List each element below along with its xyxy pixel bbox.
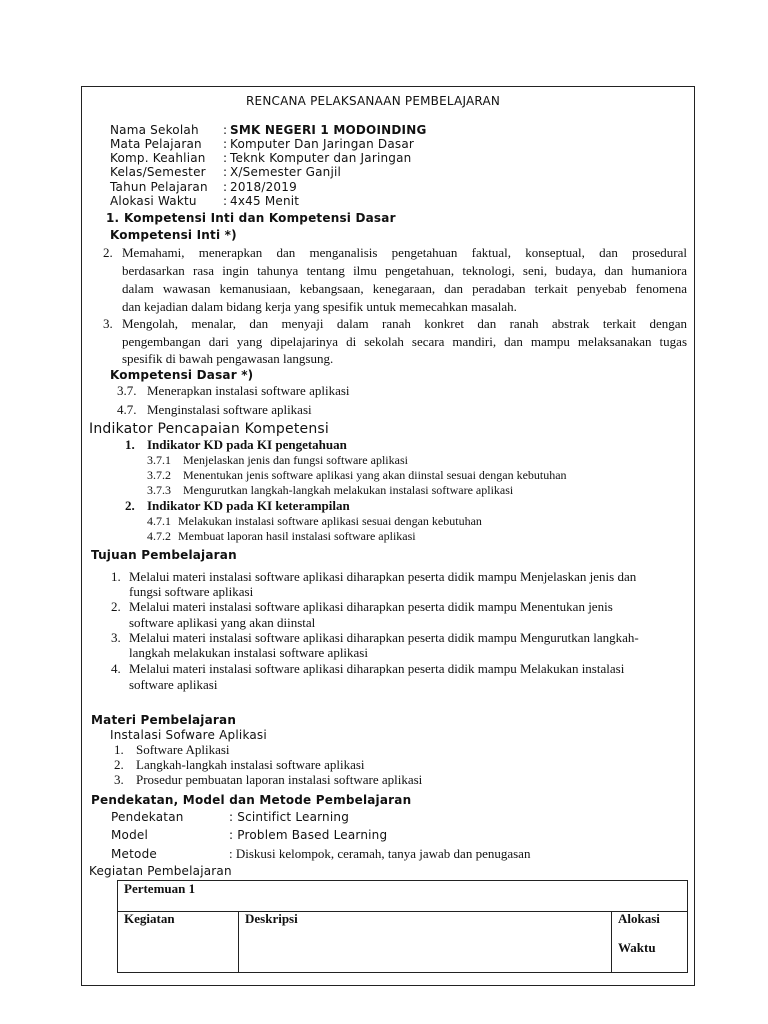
tujuan-number: 1. [111,569,121,584]
materi-number: 2. [114,757,124,772]
identity-separator: : [223,123,228,137]
indikator-item-text: Mengurutkan langkah-langkah melakukan instalasi software aplikasi [183,483,514,497]
identity-value: Teknk Komputer dan Jaringan [230,151,412,165]
tujuan-heading: Tujuan Pembelajaran [91,548,237,562]
table-column-divider [611,911,612,972]
identity-value: 2018/2019 [230,180,297,194]
pendekatan-label: Pendekatan [111,810,184,824]
identity-value: X/Semester Ganjil [230,165,342,179]
indikator-group-title: Indikator KD pada KI pengetahuan [147,437,347,452]
identity-label: Kelas/Semester [110,165,206,179]
identity-label: Nama Sekolah [110,123,199,137]
materi-subheading: Instalasi Sofware Aplikasi [110,728,267,742]
ki-heading: Kompetensi Inti *) [110,228,237,242]
pendekatan-heading: Pendekatan, Model dan Metode Pembelajaran [91,793,412,807]
identity-value: 4x45 Menit [230,194,300,208]
indikator-group-number: 1. [125,437,135,452]
table-header-waktu: Waktu [618,940,656,955]
section-heading: Kompetensi Inti dan Kompetensi Dasar [124,211,396,225]
materi-item: Prosedur pembuatan laporan instalasi software aplikasi [136,772,423,787]
indikator-item-number: 3.7.1 [147,453,171,467]
indikator-group-number: 2. [125,498,135,513]
page-title: RENCANA PELAKSANAAN PEMBELAJARAN [246,94,501,108]
kegiatan-table [117,880,688,973]
ki-number: 3. [103,316,113,331]
kd-text: Menerapkan instalasi software aplikasi [147,383,350,398]
tujuan-line: Melalui materi instalasi software aplikasi diharapkan peserta didik mampu Mengurutkan langkah- [129,630,639,645]
identity-separator: : [223,151,228,165]
kd-text: Menginstalasi software aplikasi [147,402,312,417]
pendekatan-label: Model [111,828,149,842]
identity-value: Komputer Dan Jaringan Dasar [230,137,415,151]
indikator-item-text: Membuat laporan hasil instalasi software aplikasi [178,529,416,543]
indikator-heading: Indikator Pencapaian Kompetensi [89,421,329,437]
indikator-item-text: Melakukan instalasi software aplikasi sesuai dengan kebutuhan [178,514,482,528]
ki-line: Mengolah, menalar, dan menyaji dalam ranah konkret dan ranah abstrak terkait dengan [122,316,687,331]
indikator-item-number: 3.7.3 [147,483,171,497]
ki-line: dalam wawasan kemanusiaan, kebangsaan, kenegaraan, dan peradaban terkait penyebab fenomena [122,281,687,296]
pendekatan-value: : Diskusi kelompok, ceramah, tanya jawab dan penugasan [229,846,531,861]
identity-separator: : [223,137,228,151]
tujuan-line: langkah melakukan instalasi software aplikasi [129,645,368,660]
ki-number: 2. [103,245,113,260]
table-header-deskripsi: Deskripsi [245,911,298,926]
tujuan-line: software aplikasi yang akan diinstal [129,615,316,630]
tujuan-line: Melalui materi instalasi software aplikasi diharapkan peserta didik mampu Melakukan instalasi [129,661,625,676]
indikator-item-number: 4.7.1 [147,514,171,528]
pendekatan-value: : Problem Based Learning [229,828,388,842]
indikator-item-number: 4.7.2 [147,529,171,543]
tujuan-line: software aplikasi [129,677,218,692]
identity-value: SMK NEGERI 1 MODOINDING [230,123,427,137]
identity-label: Alokasi Waktu [110,194,197,208]
materi-item: Software Aplikasi [136,742,230,757]
indikator-group-title: Indikator KD pada KI keterampilan [147,498,350,513]
tujuan-number: 3. [111,630,121,645]
ki-line: spesifik di bawah pengawasan langsung. [122,351,334,366]
ki-line: Memahami, menerapkan dan menganalisis pengetahuan faktual, konseptual, dan prosedural [122,245,687,260]
identity-label: Komp. Keahlian [110,151,206,165]
indikator-item-text: Menjelaskan jenis dan fungsi software aplikasi [183,453,408,467]
identity-label: Mata Pelajaran [110,137,202,151]
identity-separator: : [223,194,228,208]
identity-label: Tahun Pelajaran [110,180,208,194]
tujuan-number: 2. [111,599,121,614]
materi-item: Langkah-langkah instalasi software aplikasi [136,757,365,772]
kd-number: 4.7. [117,402,137,417]
tujuan-line: Melalui materi instalasi software aplikasi diharapkan peserta didik mampu Menjelaskan jenis dan [129,569,637,584]
ki-line: pengembangan dari yang dipelajarinya di sekolah secara mandiri, dan mampu melaksanakan tugas [122,334,687,349]
pendekatan-label: Metode [111,847,157,861]
table-pertemuan: Pertemuan 1 [124,881,196,896]
tujuan-number: 4. [111,661,121,676]
tujuan-line: Melalui materi instalasi software aplikasi diharapkan peserta didik mampu Menentukan jenis [129,599,613,614]
table-header-alokasi: Alokasi [618,911,660,926]
table-row-divider [118,911,687,912]
materi-number: 3. [114,772,124,787]
tujuan-line: fungsi software aplikasi [129,584,254,599]
kegiatan-label: Kegiatan Pembelajaran [89,864,232,878]
identity-separator: : [223,180,228,194]
indikator-item-text: Menentukan jenis software aplikasi yang akan diinstal sesuai dengan kebutuhan [183,468,567,482]
ki-line: dan kejadian dalam bidang kerja yang spesifik untuk memecahkan masalah. [122,299,517,314]
ki-line: berdasarkan rasa ingin tahunya tentang ilmu pengetahuan, teknologi, seni, budaya, dan humaniora [122,263,687,278]
kd-heading: Kompetensi Dasar *) [110,368,254,382]
pendekatan-value: : Scintifict Learning [229,810,350,824]
table-column-divider [238,911,239,972]
materi-number: 1. [114,742,124,757]
indikator-item-number: 3.7.2 [147,468,171,482]
kd-number: 3.7. [117,383,137,398]
materi-heading: Materi Pembelajaran [91,713,237,727]
identity-separator: : [223,165,228,179]
section-number: 1. [106,211,120,225]
table-header-kegiatan: Kegiatan [124,911,175,926]
